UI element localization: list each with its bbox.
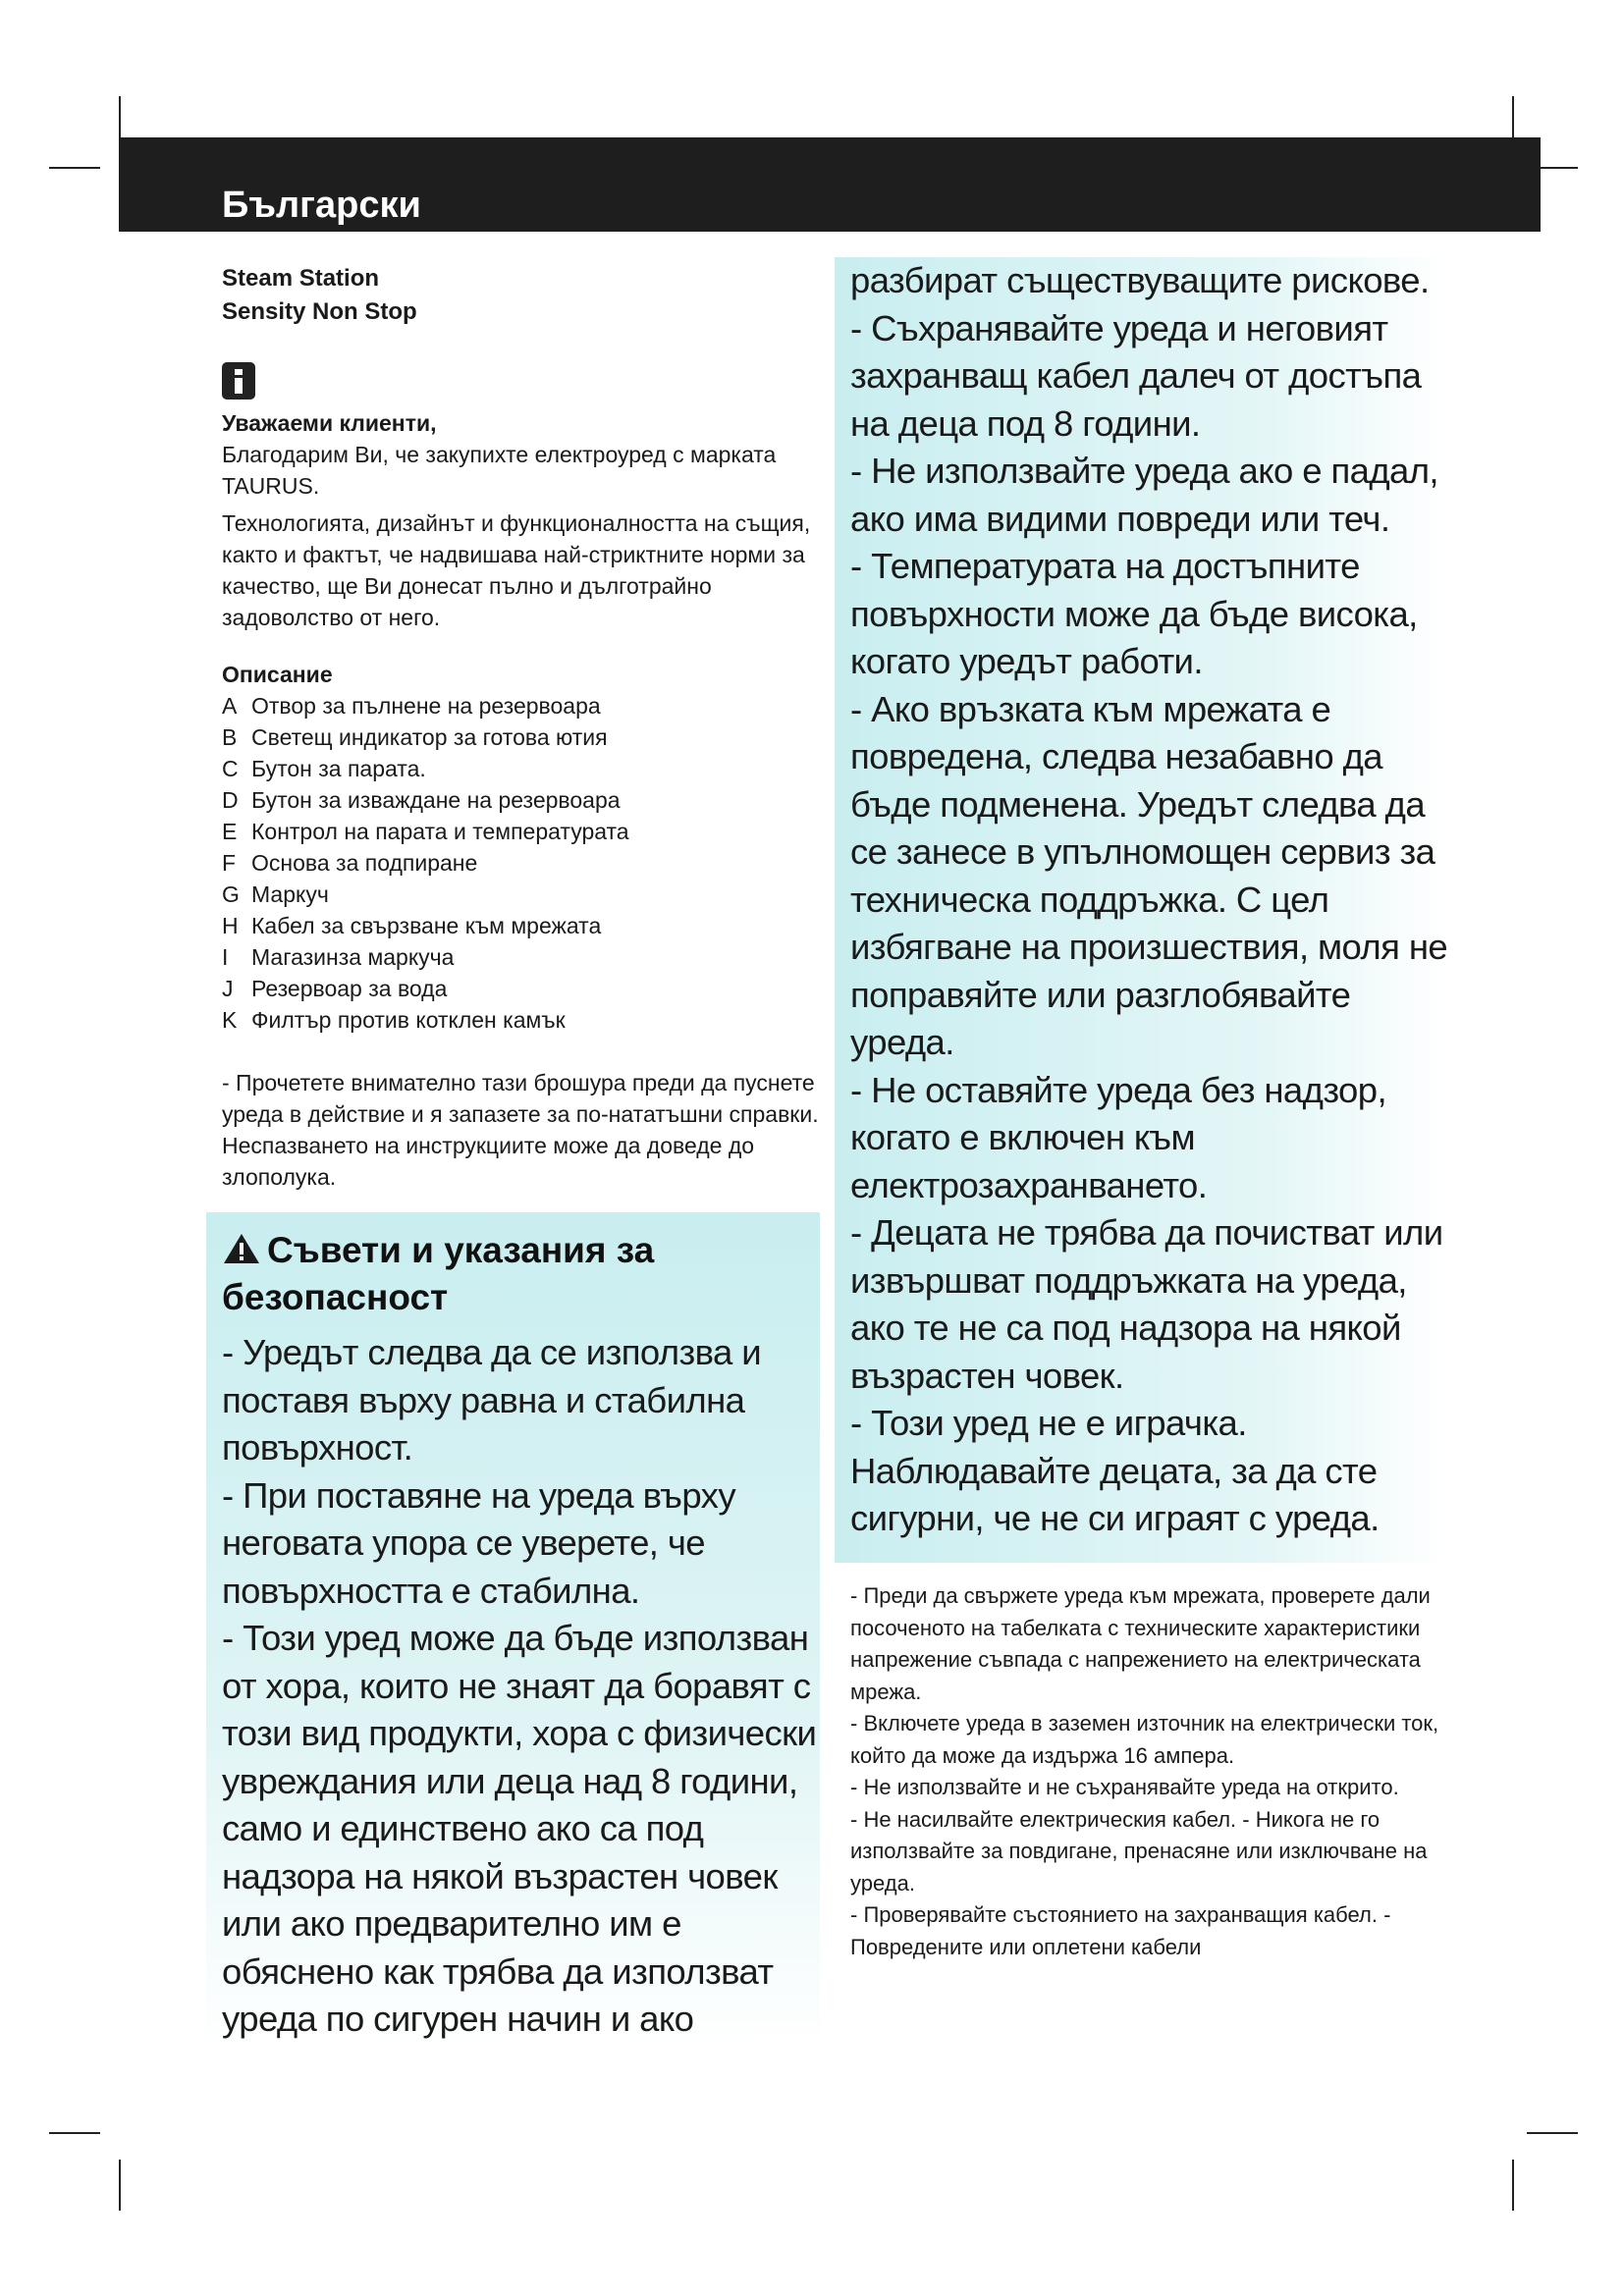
electrical-safety-text [850, 1580, 1449, 1963]
safety-paragraph: - Температурата на достъпните повърхности може да бъде висока, когато уредът работи. [850, 546, 1418, 681]
description-list [222, 690, 821, 1036]
electrical-paragraph: - Включете уреда в заземен източник на електрически ток, който да може да издържа 16 ампера. [850, 1711, 1439, 1768]
electrical-paragraph: - Преди да свържете уреда към мрежата, проверете дали посоченото на табелката с техническите характеристики напрежение съвпада с напрежението на електрическата мрежа. [850, 1583, 1431, 1704]
safety-right-text [850, 257, 1459, 1543]
list-item: D Бутон за изваждане на резервоара [222, 787, 621, 813]
crop-mark [49, 167, 100, 169]
electrical-paragraph: - Не насилвайте електрическия кабел. - Никога не го използвайте за повдигане, пренасяне или изключване на уреда. [850, 1806, 1428, 1896]
safety-title: Съвети и указания за безопасност [222, 1230, 655, 1317]
warning-triangle-icon [222, 1232, 261, 1265]
safety-paragraph: - Този уред не е играчка. Наблюдавайте децата, за да сте сигурни, че не си играят с уреда. [850, 1403, 1380, 1538]
thanks-text: Благодарим Ви, че закупихте електроуред с марката TAURUS. [222, 442, 777, 499]
description-title: Описание [222, 662, 333, 687]
safety-paragraph: - Съхранявайте уреда и неговият захранващ кабел далеч от достъпа на деца под 8 години. [850, 307, 1422, 444]
crop-mark [119, 2160, 121, 2211]
crop-mark [1527, 2132, 1578, 2134]
list-item: J Резервоар за вода [222, 976, 448, 1001]
list-item: B Светещ индикатор за готова ютия [222, 724, 608, 750]
safety-left-text [222, 1329, 831, 2044]
safety-paragraph: - При поставяне на уреда върху неговата упора се уверете, че повърхността е стабилна. [222, 1474, 735, 1611]
list-item: I Магазинза маркуча [222, 944, 455, 970]
technology-text: Технологията, дизайнът и функционалността на същия, както и фактът, че надвишава най-стриктните норми за качество, ще Ви донесат пълно и дълготрайно задоволство от него. [222, 510, 811, 630]
list-item: G Маркуч [222, 881, 329, 907]
list-item: H Кабел за свързване към мрежата [222, 913, 602, 938]
safety-paragraph: - Децата не трябва да почистват или извършват поддръжката на уреда, ако те не са под надзора на някой възрастен човек. [850, 1212, 1443, 1396]
list-item: F Основа за подпиране [222, 850, 478, 876]
electrical-paragraph: - Не използвайте и не съхранявайте уреда на открито. [850, 1775, 1399, 1799]
page-title: Български [222, 185, 421, 226]
list-item: K Филтър против котклен камък [222, 1007, 566, 1033]
list-item: C Бутон за парата. [222, 756, 426, 781]
left-column [222, 262, 821, 1193]
info-icon [222, 362, 255, 400]
crop-mark [49, 2132, 100, 2134]
list-item: A Отвор за пълнене на резервоара [222, 693, 601, 719]
crop-mark [1512, 2160, 1514, 2211]
safety-paragraph: - Уредът следва да се използва и поставя върху равна и стабилна повърхност. [222, 1332, 762, 1468]
product-line-2: Sensity Non Stop [222, 298, 417, 325]
safety-paragraph: разбират съществуващите рискове. [850, 260, 1430, 300]
safety-paragraph: - Този уред може да бъде използван от хора, които не знаят да боравят с този вид продукти, хора с физически увреждания или деца над 8 години, само и единствено ако са под надзора на някой възрастен човек или ако предварително им е обяснено как трябва да използват уреда по сигурен начин и ако [222, 1618, 817, 2039]
read-warning: - Прочетете внимателно тази брошура преди да пуснете уреда в действие и я запазете за по-нататъшни справки. Неспазването на инструкциите може да доведе до злополука. [222, 1070, 819, 1190]
product-line-1: Steam Station [222, 265, 380, 292]
list-item: E Контрол на парата и температурата [222, 819, 629, 844]
greeting: Уважаеми клиенти, [222, 410, 437, 436]
safety-paragraph: - Не използвайте уреда ако е падал, ако има видими повреди или теч. [850, 451, 1438, 539]
safety-paragraph: - Не оставяйте уреда без надзор, когато е включен към електрозахранването. [850, 1069, 1386, 1205]
electrical-paragraph: - Проверявайте състоянието на захранващия кабел. - Повредените или оплетени кабели [850, 1902, 1391, 1959]
safety-paragraph: - Ако връзката към мрежата е повредена, следва незабавно да бъде подменена. Уредът следва да се занесе в упълномощен сервиз за техническа поддръжка. С цел избягване на произшествия, моля не поправяйте или разглобявайте уреда. [850, 688, 1448, 1062]
